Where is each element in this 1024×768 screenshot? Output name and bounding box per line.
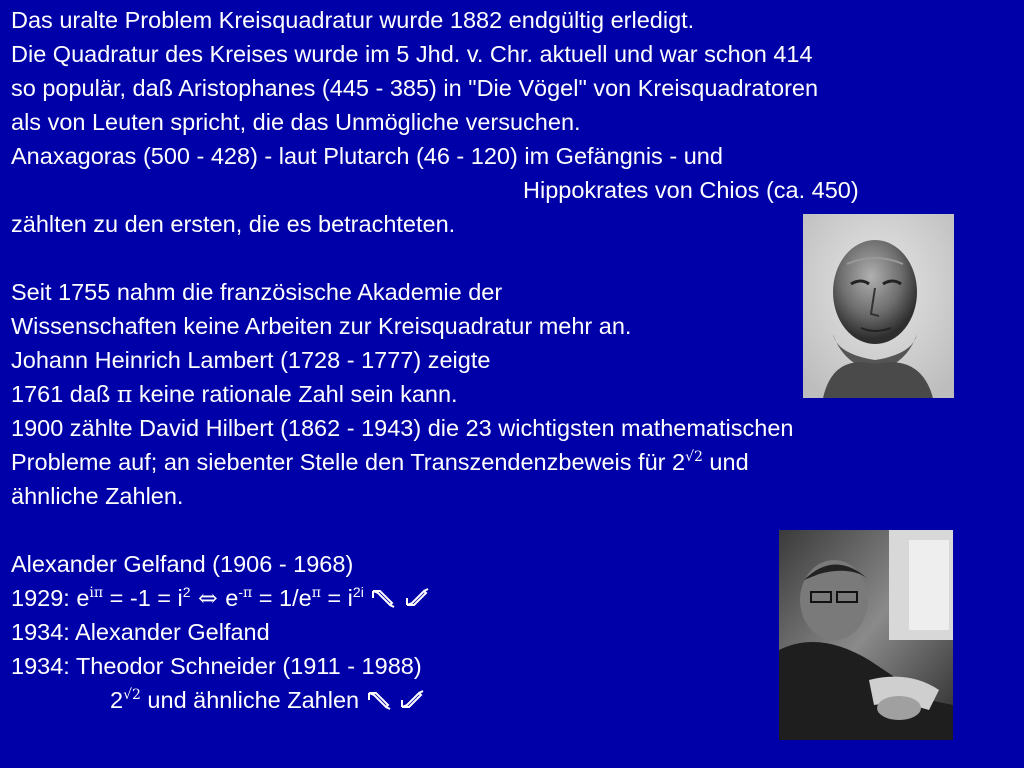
text-line-15: Alexander Gelfand (1906 - 1968) — [11, 551, 354, 577]
text-line-6: Hippokrates von Chios (ca. 450) — [523, 177, 859, 203]
text-line-19: $2^{√2}$ und ähnliche Zahlen — [110, 684, 424, 718]
text-line-1: Das uralte Problem Kreisquadratur wurde 1882 endgültig erledigt. — [11, 7, 695, 33]
sqrt-exponent: √2 — [685, 449, 703, 465]
text-line-18: 1934: Theodor Schneider (1911 - 1988) — [11, 653, 422, 679]
text-line-13: Probleme auf; an siebenter Stelle den Transzendenzbeweis für $2^{√2}$ und — [11, 449, 749, 475]
text-line-14: ähnliche Zahlen. — [11, 483, 184, 509]
formula-line: 1929: $e^{i\pi} = -1 = i^2$ ⇔ $e^{-\pi} = 1/e^\pi = i^{2i}$ — [11, 582, 429, 616]
pi-symbol: π — [116, 380, 133, 408]
text-line-17: 1934: Alexander Gelfand — [11, 619, 270, 645]
text-line-2: Die Quadratur des Kreises wurde im 5 Jhd. v. Chr. aktuell und war schon 414 — [11, 41, 813, 67]
text-line-7: zählten zu den ersten, die es betrachteten. — [11, 211, 456, 237]
equivalence-arrow: ⇔ — [190, 584, 226, 612]
pencil-icon — [366, 686, 392, 718]
text-line-3: so populär, daß Aristophanes (445 - 385) in "Die Vögel" von Kreisquadratoren — [11, 75, 819, 101]
text-line-10: Johann Heinrich Lambert (1728 - 1777) zeigte — [11, 347, 491, 373]
pencil-cross-icon — [398, 686, 424, 718]
pencil-icon — [370, 584, 396, 616]
hippokrates-bust-photo — [803, 214, 954, 398]
text-line-5: Anaxagoras (500 - 428) - laut Plutarch (46 - 120) im Gefängnis - und — [11, 143, 723, 169]
text-line-9: Wissenschaften keine Arbeiten zur Kreisquadratur mehr an. — [11, 313, 632, 339]
text-line-11: 1761 daß π keine rationale Zahl sein kann. — [11, 380, 458, 408]
gelfand-photo — [779, 530, 953, 740]
pencil-cross-icon — [403, 584, 429, 616]
text-line-8: Seit 1755 nahm die französische Akademie der — [11, 279, 503, 305]
text-line-12: 1900 zählte David Hilbert (1862 - 1943) die 23 wichtigsten mathematischen — [11, 415, 794, 441]
text-line-4: als von Leuten spricht, die das Unmögliche versuchen. — [11, 109, 581, 135]
